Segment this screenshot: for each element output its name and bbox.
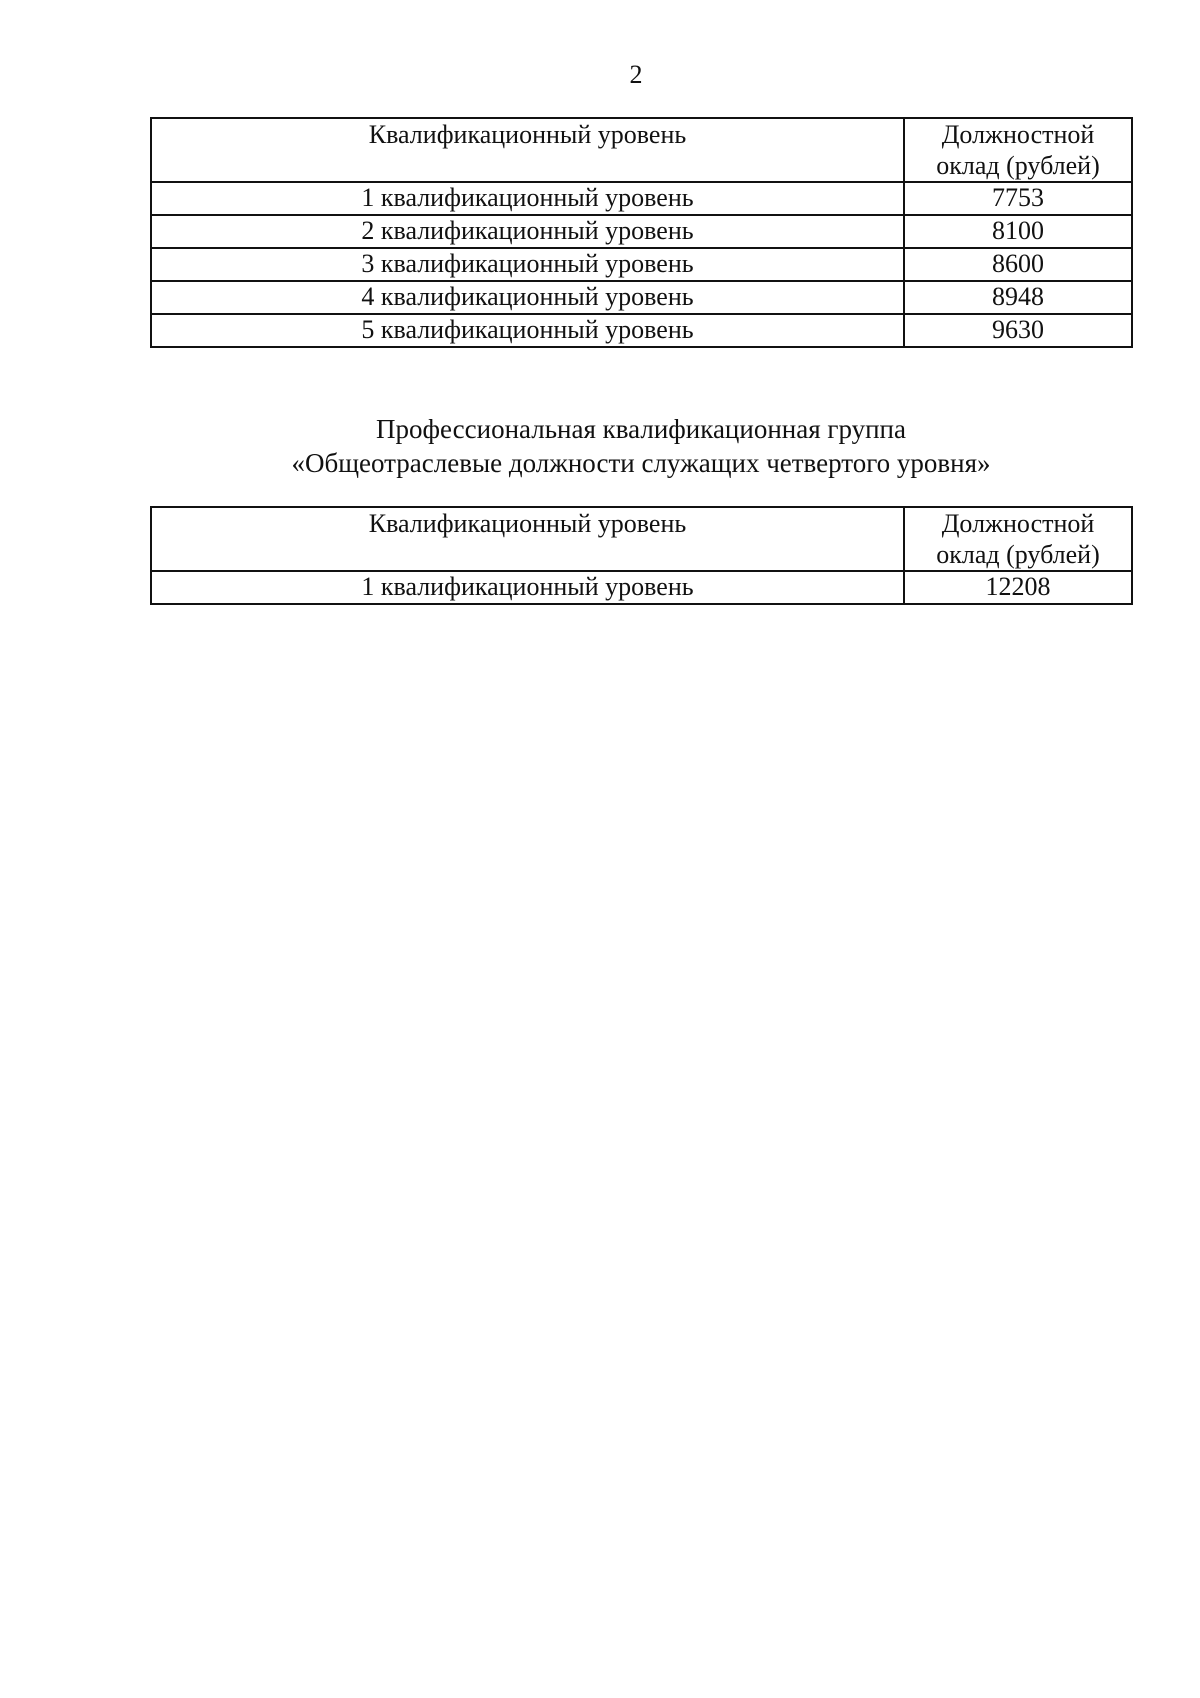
header-salary-line-2: оклад (рублей) [936,151,1100,180]
page-number: 2 [629,60,643,89]
salary-cell: 8948 [904,281,1132,314]
table-row [151,314,1132,347]
header-salary-line-1: Должностной [941,120,1095,149]
group-heading-line-1: Профессиональная квалификационная группа [376,414,906,444]
salary-table-2 [150,506,1133,605]
salary-cell: 7753 [904,182,1132,215]
group-heading-line-2: «Общеотраслевые должности служащих четвертого уровня» [291,448,991,478]
header-salary-cell [904,118,1132,182]
group-heading [0,412,1200,480]
header-salary-cell [904,507,1132,571]
header-level-cell: Квалификационный уровень [151,507,904,571]
table-row [151,215,1132,248]
salary-cell: 9630 [904,314,1132,347]
level-cell: 5 квалификационный уровень [151,314,904,347]
salary-cell: 8600 [904,248,1132,281]
salary-cell: 8100 [904,215,1132,248]
header-salary-line-2: оклад (рублей) [936,540,1100,569]
level-cell: 4 квалификационный уровень [151,281,904,314]
table-row [151,281,1132,314]
salary-cell: 12208 [904,571,1132,604]
table-header-row [151,507,1132,571]
header-salary-line-1: Должностной [941,509,1095,538]
level-cell: 1 квалификационный уровень [151,182,904,215]
level-cell: 3 квалификационный уровень [151,248,904,281]
table-row [151,182,1132,215]
header-level-cell: Квалификационный уровень [151,118,904,182]
table-row [151,248,1132,281]
salary-table-1 [150,117,1133,348]
table-header-row [151,118,1132,182]
table-row [151,571,1132,604]
level-cell: 1 квалификационный уровень [151,571,904,604]
level-cell: 2 квалификационный уровень [151,215,904,248]
